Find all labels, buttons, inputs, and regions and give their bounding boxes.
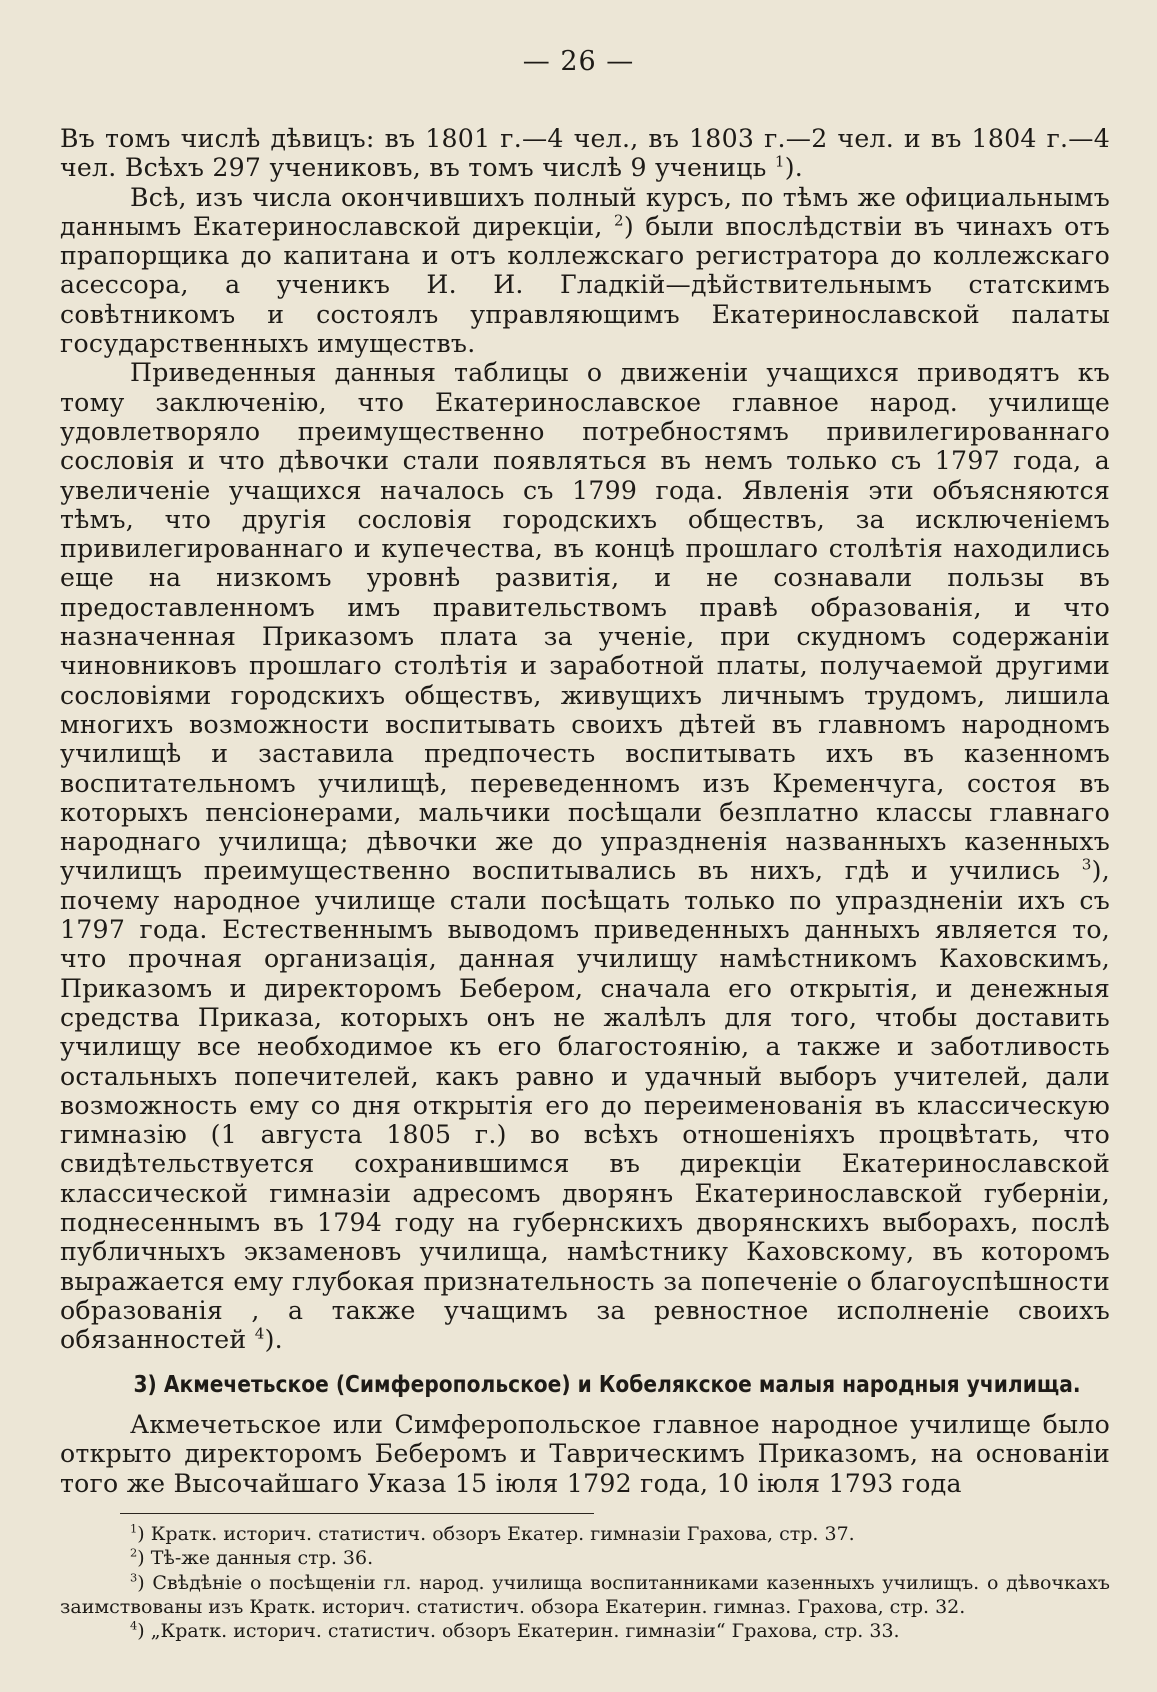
footnote-ref-3: 3 [1081,856,1092,875]
footnote-marker-1: 1 [130,1521,138,1536]
footnote-divider [120,1513,594,1514]
paragraph-3-text-a: Приведенныя данныя таблицы о движеніи учащихся приводятъ къ тому заключенію, что Екатеринославское главное народ. училище удовлетворяло преимущественно потребностямъ привилегированнаго сословія и что дѣвочки стали появляться въ немъ только съ 1797 года, а увеличеніе учащихся началось съ 1799 года. Явленія эти объясняются тѣмъ, что другія сословія городскихъ обществъ, за исключеніемъ привилегированнаго и купечества, въ концѣ прошлаго столѣтія находились еще на низкомъ уровнѣ развитія, и не сознавали пользы въ предоставленномъ имъ правительствомъ правѣ образованія, и что назначенная Приказомъ плата за ученіе, при скудномъ содержаніи чиновниковъ прошлаго столѣтія и заработной платы, получаемой другими сословіями городскихъ обществъ, живущихъ личнымъ трудомъ, лишила многихъ возможности воспитывать своихъ дѣтей въ главномъ народномъ училищѣ и заставила предпочесть воспитывать ихъ въ казенномъ воспитательномъ училищѣ, переведенномъ изъ Кременчуга, состоя въ которыхъ пенсіонерами, мальчики посѣщали безплатно классы главнаго народнаго училища; дѣвочки же до упраздненія названныхъ казенныхъ училищъ преимущественно воспитывались въ нихъ, гдѣ и учились [60,358,1110,886]
footnote-1-text: ) Кратк. историч. статистич. обзоръ Екатер. гимназіи Грахова, стр. 37. [137,1523,855,1545]
footnote-4-text: ) „Кратк. историч. статистич. обзоръ Екатерин. гимназіи“ Грахова, стр. 33. [137,1620,900,1643]
paragraph-3-text-b: ), почему народное училище стали посѣщать только по упраздненіи ихъ съ 1797 года. Естественнымъ выводомъ приведенныхъ данныхъ является то, что прочная организація, данная училищу намѣстникомъ Каховскимъ, Приказомъ и директоромъ Бебером, сначала его открытія, и денежныя средства Приказа, которыхъ онъ не жалѣлъ для того, чтобы доставить училищу все необходимое къ его благостоянію, а также и заботливость остальныхъ попечителей, какъ равно и удачный выборъ учителей, дали возможность ему со дня открытія его до переименованія въ классическую гимназію (1 августа 1805 г.) во всѣхъ отношеніяхъ процвѣтать, что свидѣтельствуется сохранившимся въ дирекціи Екатеринославской классической гимназіи адресомъ дворянъ Екатеринославской губерніи, поднесеннымъ въ 1794 году на губернскихъ дворянскихъ выборахъ, послѣ публичныхъ экзаменовъ училища, намѣстнику Каховскому, въ которомъ выражается ему глубокая признательность за попеченіе о благоуспѣшности образованія , а также учащимъ за ревностное исполненіе своихъ обязанностей [60,856,1110,1355]
section-text [60,1410,1110,1498]
main-text [60,124,1110,1354]
paragraph-2-text-b: ) были впослѣдствіи въ чинахъ отъ прапорщика до капитана и отъ коллежскаго регистратора до коллежскаго асессора, а ученикъ И. И. Гладкій—дѣйствительнымъ статскимъ совѣтникомъ и состоялъ управляющимъ Екатеринославской палаты государственныхъ имуществъ. [60,211,1110,359]
footnote-marker-3: 3 [130,1570,138,1585]
paragraph-1 [60,124,1110,183]
footnote-4 [60,1619,1110,1643]
footnote-ref-4: 4 [254,1324,265,1343]
paragraph-3-text-c: ). [264,1325,283,1355]
footnote-1 [60,1522,1110,1546]
footnote-marker-2: 2 [130,1545,138,1560]
paragraph-1-text-a: Въ томъ числѣ дѣвицъ: въ 1801 г.—4 чел., въ 1803 г.—2 чел. и въ 1804 г.—4 чел. Всѣхъ 297 учениковъ, въ томъ числѣ 9 учениць [60,124,1110,183]
footnote-3 [60,1571,1110,1620]
footnote-2-text: ) Тѣ-же данныя стр. 36. [137,1547,374,1570]
section-paragraph: Акмечетьское или Симферопольское главное народное училище было открыто директоромъ Беберомъ и Таврическимъ Приказомъ, на основаніи того же Высочайшаго Указа 15 іюля 1792 года, 10 іюля 1793 года [60,1410,1110,1498]
footnote-2 [60,1546,1110,1570]
footnote-ref-1: 1 [774,152,785,171]
paragraph-2 [60,183,1110,359]
footnotes [60,1522,1110,1643]
section-heading: 3) Акмечетьское (Симферопольское) и Кобелякское малыя народныя училища. [133,1370,1081,1398]
page-number: — 26 — [522,46,635,77]
footnote-3-text: ) Свѣдѣніе о посѣщеніи гл. народ. училища воспитанниками казенныхъ училищъ. о дѣвочкахъ заимствованы изъ Кратк. историч. статистич. обзора Екатерин. гимназ. Грахова, стр. 32. [60,1571,1110,1618]
footnote-marker-4: 4 [130,1618,138,1633]
paragraph-3 [60,358,1110,1354]
paragraph-2-text-a: Всѣ, изъ числа окончившихъ полный курсъ, по тѣмъ же официальнымъ даннымъ Екатеринославской дирекціи, [60,182,1110,241]
paragraph-1-text-b: ). [784,153,804,183]
footnote-ref-2: 2 [613,211,624,230]
